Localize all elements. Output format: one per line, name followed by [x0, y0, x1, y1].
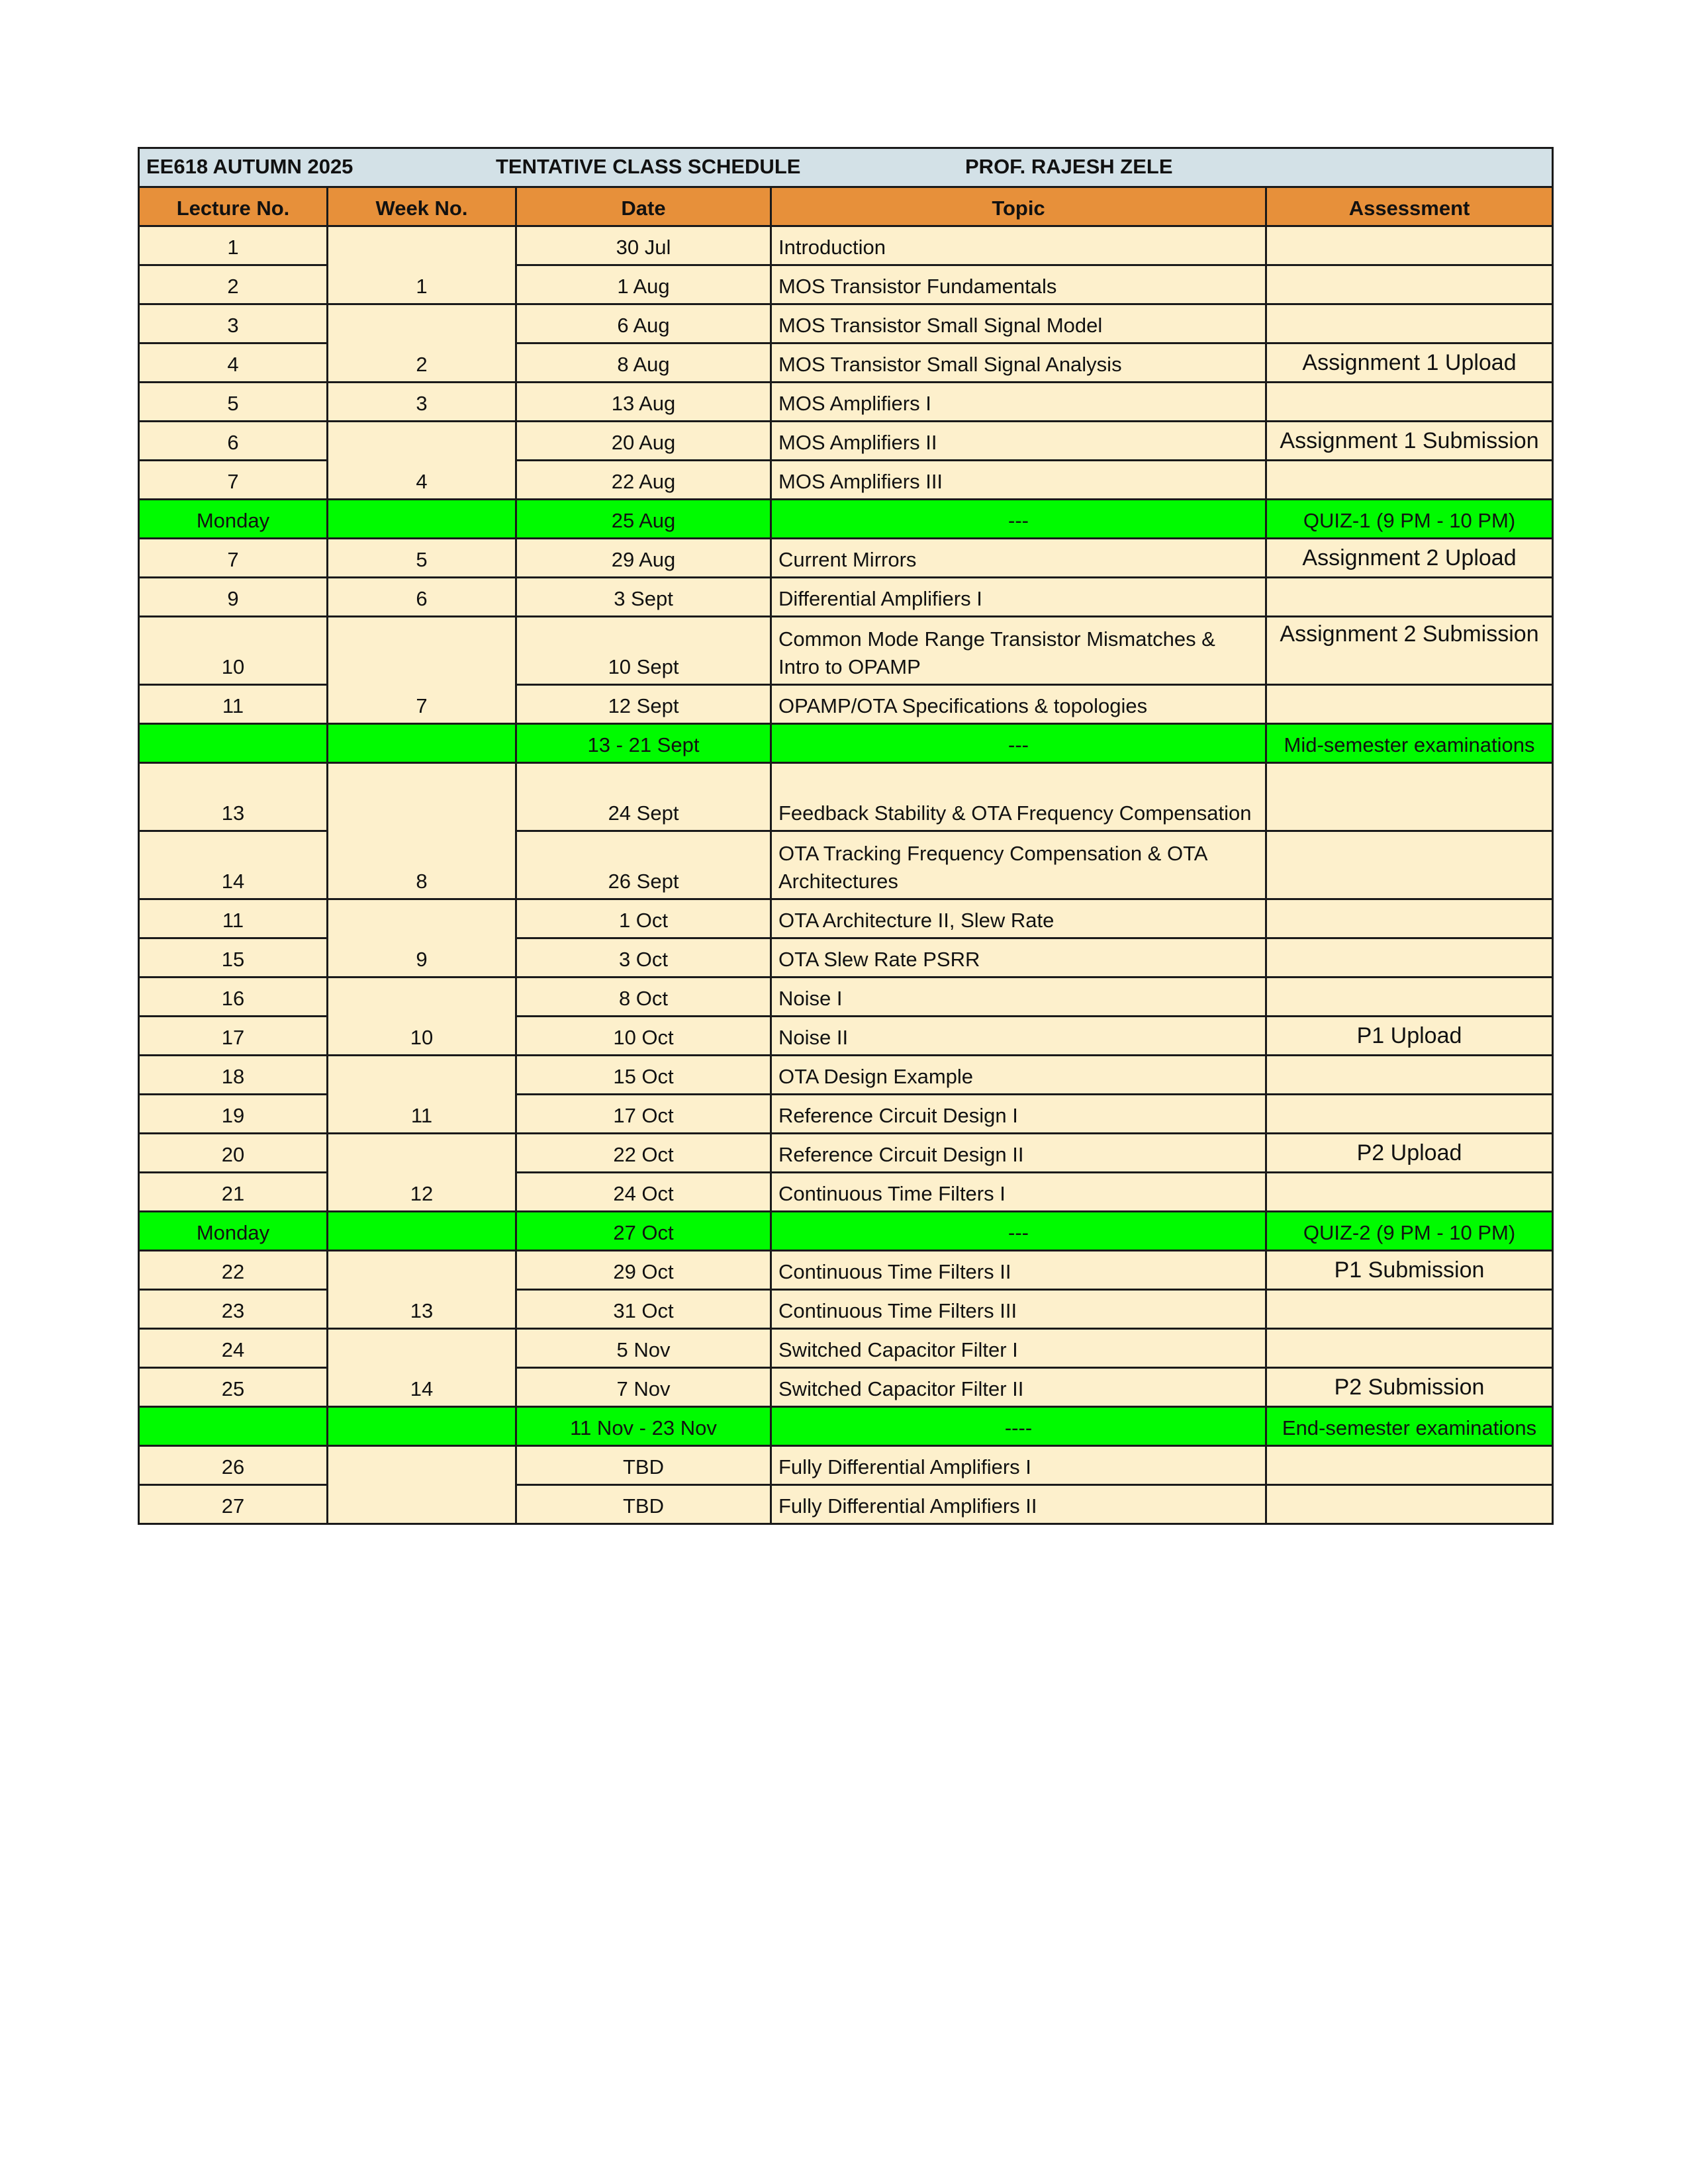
topic-cell: Common Mode Range Transistor Mismatches & Intro to OPAMP: [771, 617, 1266, 685]
header-lecture: Lecture No.: [139, 187, 328, 226]
topic-cell: ---: [771, 1212, 1266, 1251]
date-cell: 24 Oct: [516, 1173, 771, 1212]
lecture-cell: 14: [139, 831, 328, 899]
lecture-cell: 19: [139, 1095, 328, 1134]
week-cell: 11: [328, 1056, 516, 1134]
table-row: [139, 899, 1553, 938]
topic-cell: MOS Amplifiers II: [771, 422, 1266, 461]
lecture-cell: 2: [139, 265, 328, 304]
assessment-cell: [1266, 763, 1553, 831]
date-cell: 15 Oct: [516, 1056, 771, 1095]
topic-cell: Differential Amplifiers I: [771, 578, 1266, 617]
table-row: [139, 578, 1553, 617]
lecture-cell: 25: [139, 1368, 328, 1407]
header-topic: Topic: [771, 187, 1266, 226]
topic-cell: Continuous Time Filters II: [771, 1251, 1266, 1290]
topic-cell: Switched Capacitor Filter II: [771, 1368, 1266, 1407]
topic-cell: OTA Tracking Frequency Compensation & OTA Architectures: [771, 831, 1266, 899]
week-cell: 6: [328, 578, 516, 617]
topic-cell: Continuous Time Filters III: [771, 1290, 1266, 1329]
week-cell: 5: [328, 539, 516, 578]
table-row: [139, 1134, 1553, 1173]
date-cell: 22 Aug: [516, 461, 771, 500]
schedule-title: TENTATIVE CLASS SCHEDULE: [496, 155, 801, 178]
date-cell: 27 Oct: [516, 1212, 771, 1251]
week-cell: 8: [328, 763, 516, 899]
assessment-cell: P2 Upload: [1266, 1134, 1553, 1173]
assessment-cell: [1266, 938, 1553, 978]
assessment-cell: QUIZ-1 (9 PM - 10 PM): [1266, 500, 1553, 539]
date-cell: 1 Oct: [516, 899, 771, 938]
assessment-cell: [1266, 265, 1553, 304]
assessment-cell: Mid-semester examinations: [1266, 724, 1553, 763]
lecture-cell: [139, 1407, 328, 1446]
topic-cell: Noise II: [771, 1017, 1266, 1056]
assessment-cell: [1266, 461, 1553, 500]
lecture-cell: 26: [139, 1446, 328, 1485]
professor-name: PROF. RAJESH ZELE: [965, 155, 1173, 178]
assessment-cell: P2 Submission: [1266, 1368, 1553, 1407]
topic-cell: Reference Circuit Design I: [771, 1095, 1266, 1134]
date-cell: 8 Aug: [516, 343, 771, 383]
assessment-cell: Assignment 2 Submission: [1266, 617, 1553, 685]
lecture-cell: Monday: [139, 1212, 328, 1251]
table-row: [139, 422, 1553, 461]
lecture-cell: 10: [139, 617, 328, 685]
topic-cell: Introduction: [771, 226, 1266, 265]
week-cell: 2: [328, 304, 516, 383]
assessment-cell: [1266, 1329, 1553, 1368]
assessment-cell: [1266, 978, 1553, 1017]
date-cell: 22 Oct: [516, 1134, 771, 1173]
topic-cell: Reference Circuit Design II: [771, 1134, 1266, 1173]
lecture-cell: 17: [139, 1017, 328, 1056]
table-row: [139, 304, 1553, 343]
topic-cell: OTA Slew Rate PSRR: [771, 938, 1266, 978]
date-cell: 6 Aug: [516, 304, 771, 343]
table-row: [139, 617, 1553, 685]
lecture-cell: 21: [139, 1173, 328, 1212]
week-cell: 10: [328, 978, 516, 1056]
week-cell: 3: [328, 383, 516, 422]
week-cell: [328, 1446, 516, 1524]
assessment-cell: [1266, 1446, 1553, 1485]
week-cell: 4: [328, 422, 516, 500]
topic-cell: MOS Amplifiers I: [771, 383, 1266, 422]
table-row: [139, 1446, 1553, 1485]
date-cell: 17 Oct: [516, 1095, 771, 1134]
quiz-row: [139, 1212, 1553, 1251]
date-cell: 30 Jul: [516, 226, 771, 265]
date-cell: 10 Sept: [516, 617, 771, 685]
assessment-cell: P1 Upload: [1266, 1017, 1553, 1056]
date-cell: 5 Nov: [516, 1329, 771, 1368]
title-row: [139, 148, 1553, 187]
lecture-cell: 23: [139, 1290, 328, 1329]
lecture-cell: 6: [139, 422, 328, 461]
lecture-cell: 16: [139, 978, 328, 1017]
date-cell: 10 Oct: [516, 1017, 771, 1056]
assessment-cell: Assignment 1 Submission: [1266, 422, 1553, 461]
quiz-row: [139, 500, 1553, 539]
date-cell: 20 Aug: [516, 422, 771, 461]
header-row: [139, 187, 1553, 226]
assessment-cell: [1266, 1095, 1553, 1134]
table-row: [139, 383, 1553, 422]
title-cell: [139, 148, 1553, 187]
exam-row: [139, 1407, 1553, 1446]
course-title: EE618 AUTUMN 2025: [146, 155, 353, 178]
topic-cell: OPAMP/OTA Specifications & topologies: [771, 685, 1266, 724]
date-cell: 12 Sept: [516, 685, 771, 724]
topic-cell: Fully Differential Amplifiers I: [771, 1446, 1266, 1485]
assessment-cell: Assignment 1 Upload: [1266, 343, 1553, 383]
assessment-cell: End-semester examinations: [1266, 1407, 1553, 1446]
assessment-cell: [1266, 831, 1553, 899]
date-cell: 29 Oct: [516, 1251, 771, 1290]
date-cell: 26 Sept: [516, 831, 771, 899]
lecture-cell: 7: [139, 539, 328, 578]
topic-cell: Continuous Time Filters I: [771, 1173, 1266, 1212]
lecture-cell: 11: [139, 899, 328, 938]
lecture-cell: 15: [139, 938, 328, 978]
lecture-cell: 22: [139, 1251, 328, 1290]
lecture-cell: 9: [139, 578, 328, 617]
week-cell: 7: [328, 617, 516, 724]
lecture-cell: 7: [139, 461, 328, 500]
schedule-sheet: [138, 147, 1554, 1525]
lecture-cell: 20: [139, 1134, 328, 1173]
lecture-cell: 11: [139, 685, 328, 724]
lecture-cell: 1: [139, 226, 328, 265]
lecture-cell: 27: [139, 1485, 328, 1524]
header-assessment: Assessment: [1266, 187, 1553, 226]
table-row: [139, 1251, 1553, 1290]
date-cell: 13 Aug: [516, 383, 771, 422]
topic-cell: OTA Architecture II, Slew Rate: [771, 899, 1266, 938]
lecture-cell: 18: [139, 1056, 328, 1095]
week-cell: [328, 500, 516, 539]
topic-cell: Current Mirrors: [771, 539, 1266, 578]
date-cell: TBD: [516, 1485, 771, 1524]
assessment-cell: [1266, 578, 1553, 617]
schedule-table: [138, 147, 1554, 1525]
lecture-cell: 24: [139, 1329, 328, 1368]
table-row: [139, 226, 1553, 265]
lecture-cell: 5: [139, 383, 328, 422]
table-row: [139, 539, 1553, 578]
week-cell: 14: [328, 1329, 516, 1407]
table-row: [139, 1056, 1553, 1095]
week-cell: 13: [328, 1251, 516, 1329]
date-cell: 3 Oct: [516, 938, 771, 978]
date-cell: 13 - 21 Sept: [516, 724, 771, 763]
table-row: [139, 1329, 1553, 1368]
assessment-cell: [1266, 304, 1553, 343]
assessment-cell: [1266, 899, 1553, 938]
lecture-cell: 13: [139, 763, 328, 831]
assessment-cell: [1266, 1056, 1553, 1095]
date-cell: 25 Aug: [516, 500, 771, 539]
week-cell: [328, 1407, 516, 1446]
topic-cell: MOS Transistor Fundamentals: [771, 265, 1266, 304]
lecture-cell: Monday: [139, 500, 328, 539]
topic-cell: Noise I: [771, 978, 1266, 1017]
week-cell: [328, 1212, 516, 1251]
lecture-cell: 4: [139, 343, 328, 383]
week-cell: 1: [328, 226, 516, 304]
date-cell: 24 Sept: [516, 763, 771, 831]
assessment-cell: [1266, 383, 1553, 422]
assessment-cell: [1266, 685, 1553, 724]
assessment-cell: Assignment 2 Upload: [1266, 539, 1553, 578]
topic-cell: Feedback Stability & OTA Frequency Compensation: [771, 763, 1266, 831]
date-cell: TBD: [516, 1446, 771, 1485]
table-row: [139, 763, 1553, 831]
topic-cell: MOS Amplifiers III: [771, 461, 1266, 500]
date-cell: 8 Oct: [516, 978, 771, 1017]
topic-cell: MOS Transistor Small Signal Analysis: [771, 343, 1266, 383]
header-week: Week No.: [328, 187, 516, 226]
date-cell: 1 Aug: [516, 265, 771, 304]
topic-cell: ----: [771, 1407, 1266, 1446]
assessment-cell: [1266, 1485, 1553, 1524]
date-cell: 3 Sept: [516, 578, 771, 617]
date-cell: 29 Aug: [516, 539, 771, 578]
topic-cell: OTA Design Example: [771, 1056, 1266, 1095]
lecture-cell: 3: [139, 304, 328, 343]
topic-cell: Fully Differential Amplifiers II: [771, 1485, 1266, 1524]
assessment-cell: [1266, 1290, 1553, 1329]
week-cell: [328, 724, 516, 763]
assessment-cell: QUIZ-2 (9 PM - 10 PM): [1266, 1212, 1553, 1251]
assessment-cell: [1266, 226, 1553, 265]
date-cell: 11 Nov - 23 Nov: [516, 1407, 771, 1446]
lecture-cell: [139, 724, 328, 763]
week-cell: 12: [328, 1134, 516, 1212]
topic-cell: Switched Capacitor Filter I: [771, 1329, 1266, 1368]
topic-cell: ---: [771, 500, 1266, 539]
date-cell: 31 Oct: [516, 1290, 771, 1329]
week-cell: 9: [328, 899, 516, 978]
header-date: Date: [516, 187, 771, 226]
table-row: [139, 978, 1553, 1017]
assessment-cell: [1266, 1173, 1553, 1212]
date-cell: 7 Nov: [516, 1368, 771, 1407]
topic-cell: MOS Transistor Small Signal Model: [771, 304, 1266, 343]
topic-cell: ---: [771, 724, 1266, 763]
exam-row: [139, 724, 1553, 763]
assessment-cell: P1 Submission: [1266, 1251, 1553, 1290]
